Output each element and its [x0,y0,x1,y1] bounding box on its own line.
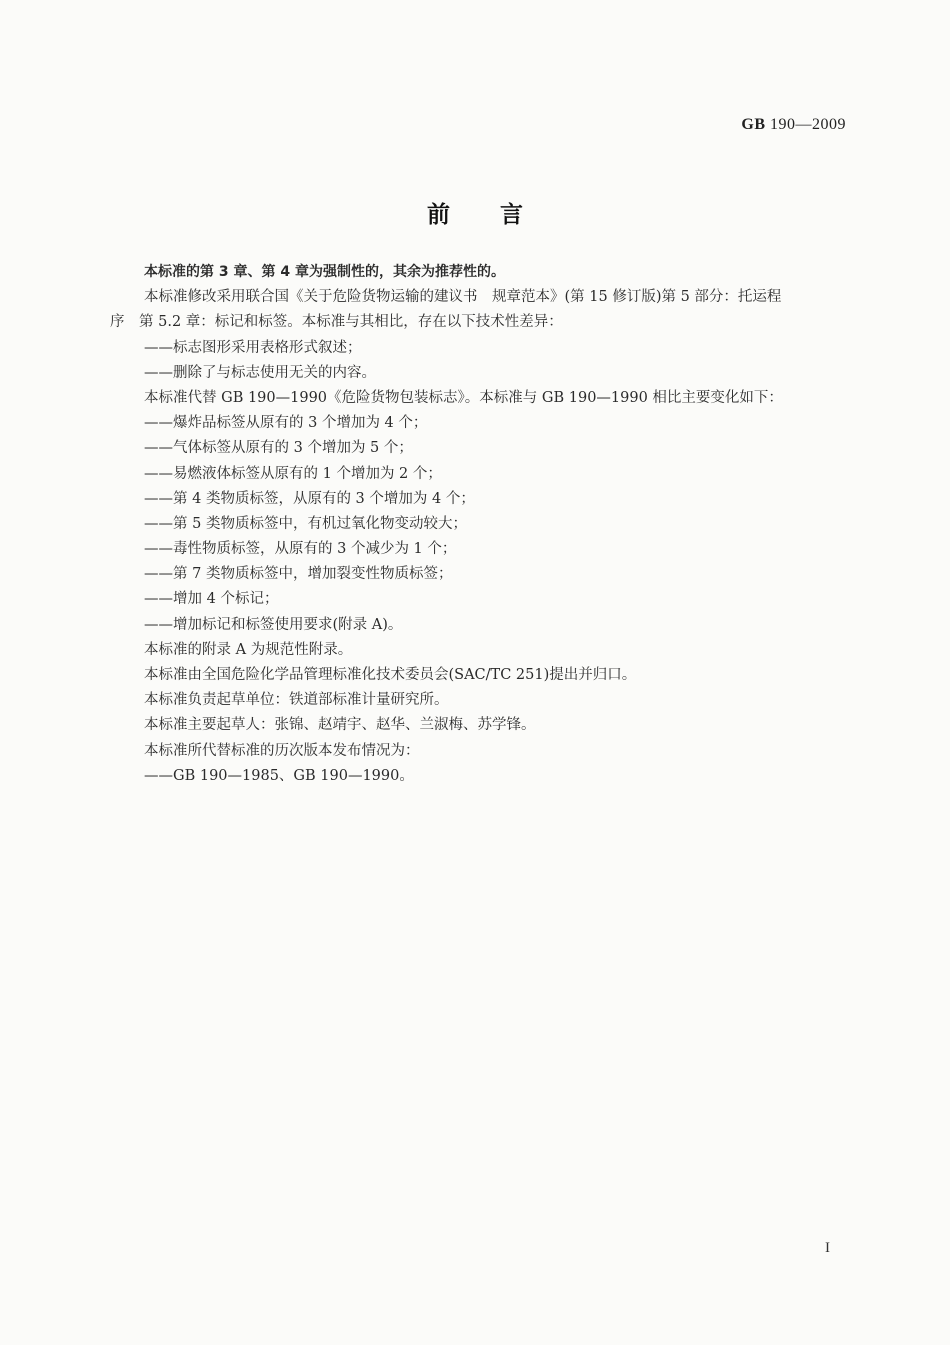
list-item: ——第 7 类物质标签中，增加裂变性物质标签； [144,566,453,583]
list-item: ——易燃液体标签从原有的 1 个增加为 2 个； [144,465,442,482]
paragraph-adoption: 本标准修改采用联合国《关于危险货物运输的建议书 规章范本》(第 15 修订版)第 5 部分：托运程 [144,289,782,306]
paragraph-proposer: 本标准由全国危险化学品管理标准化技术委员会(SAC/TC 251)提出并归口。 [144,667,637,683]
paragraph-drafting-unit: 本标准负责起草单位：铁道部标准计量研究所。 [144,692,449,709]
list-item: ——第 5 类物质标签中，有机过氧化物变动较大； [144,515,467,532]
paragraph-annex: 本标准的附录 A 为规范性附录。 [144,641,353,658]
list-item: ——标志图形采用表格形式叙述； [144,339,362,356]
standard-number: 190—2009 [770,116,846,133]
list-item: ——爆炸品标签从原有的 3 个增加为 4 个； [144,415,428,432]
list-item: ——气体标签从原有的 3 个增加为 5 个； [144,440,413,457]
paragraph-adoption-cont: 序 第 5.2 章：标记和标签。本标准与其相比，存在以下技术性差异： [110,314,563,331]
paragraph-replaces: 本标准代替 GB 190—1990《危险货物包装标志》。本标准与 GB 190—1990 相比主要变化如下： [144,389,783,406]
list-item: ——第 4 类物质标签，从原有的 3 个增加为 4 个； [144,490,475,507]
foreword-body [110,260,850,789]
paragraph-history: 本标准所代替标准的历次版本发布情况为： [144,742,420,759]
page-title: 前言 [427,202,573,228]
paragraph-mandatory: 本标准的第 3 章、第 4 章为强制性的，其余为推荐性的。 [144,264,505,280]
standard-code [741,116,846,134]
list-item: ——GB 190—1985、GB 190—1990。 [144,767,414,784]
list-item: ——增加标记和标签使用要求(附录 A)。 [144,616,403,633]
list-item: ——增加 4 个标记； [144,591,279,608]
paragraph-drafters: 本标准主要起草人：张锦、赵靖宇、赵华、兰淑梅、苏学锋。 [144,717,536,734]
page-number: I [825,1240,830,1256]
list-item: ——删除了与标志使用无关的内容。 [144,364,376,381]
standard-prefix: GB [741,116,766,133]
list-item: ——毒性物质标签，从原有的 3 个减少为 1 个； [144,541,457,558]
